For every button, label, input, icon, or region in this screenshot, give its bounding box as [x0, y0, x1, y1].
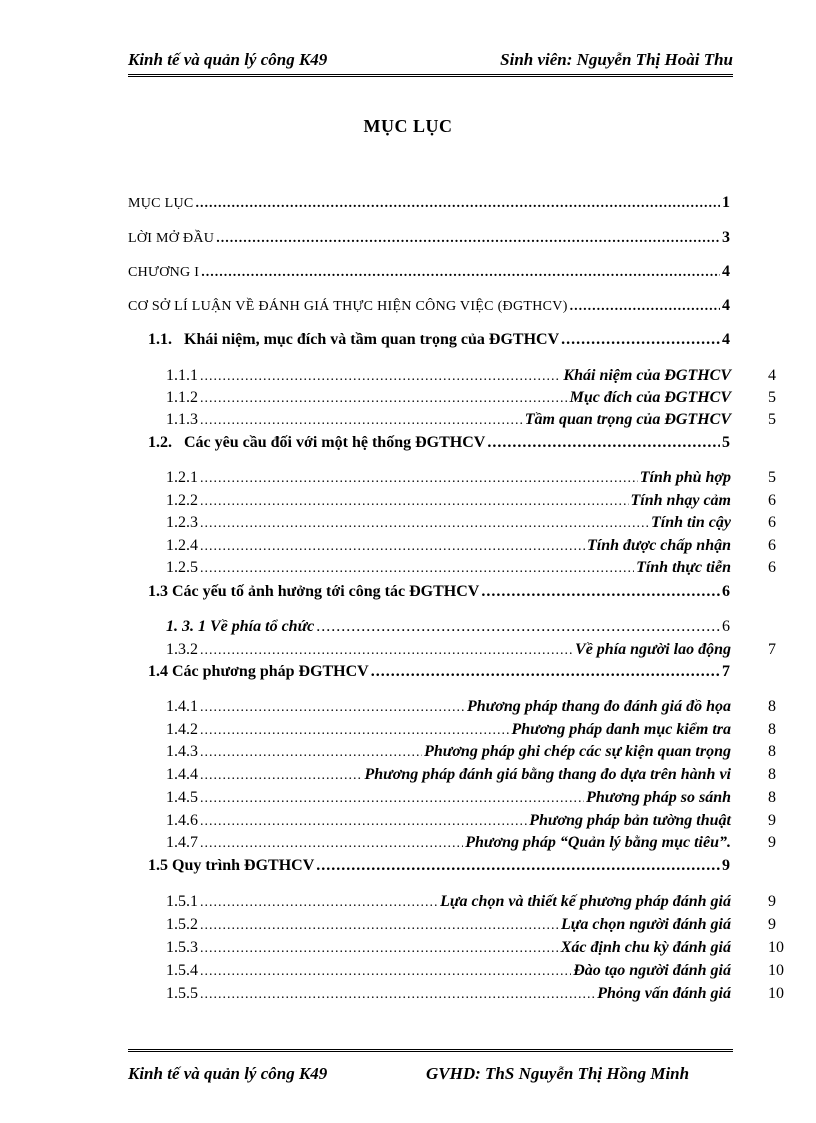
toc-subsection — [166, 367, 776, 385]
toc-subsection-page: 4 — [768, 367, 776, 384]
toc-section — [148, 663, 730, 681]
toc-subsection-page: 6 — [768, 559, 776, 576]
toc-subsection — [166, 962, 784, 980]
toc-subsection-page: 10 — [768, 939, 784, 956]
dot-leader — [200, 745, 422, 761]
toc-subsection-number: 1.4.5 — [166, 789, 198, 806]
dot-leader — [200, 369, 561, 385]
toc-section-number: 1.1. — [148, 331, 172, 348]
dot-leader — [316, 857, 720, 875]
toc-subsection-number: 1.5.3 — [166, 939, 198, 956]
dot-leader — [201, 265, 720, 281]
toc-subsection-number: 1.5.2 — [166, 916, 198, 933]
toc-subsection — [166, 698, 776, 716]
toc-subsection-text: Tính nhạy cảm — [630, 492, 731, 509]
toc-subsection-page: 8 — [768, 698, 776, 715]
toc-subsection — [166, 721, 776, 739]
toc-section-number: 1.2. — [148, 434, 172, 451]
toc-subsection-number: 1.4.1 — [166, 698, 198, 715]
toc-section-page: 9 — [722, 857, 730, 874]
dot-leader — [200, 723, 509, 739]
toc-subsection-number: 1.2.2 — [166, 492, 198, 509]
toc-subsection-page: 8 — [768, 766, 776, 783]
dot-leader — [200, 413, 523, 429]
toc-entry-text: MỤC LỤC — [128, 196, 194, 211]
dot-leader — [200, 836, 463, 852]
toc-subsection-page: 9 — [768, 834, 776, 851]
toc-subsection-page: 6 — [722, 618, 730, 635]
toc-entry — [128, 263, 730, 281]
toc-section-page: 5 — [722, 434, 730, 451]
toc-section — [148, 857, 730, 875]
toc-subsection-number: 1.1.1 — [166, 367, 198, 384]
dot-leader — [561, 331, 720, 349]
dot-leader — [200, 791, 584, 807]
toc-subsection-text: Về phía người lao động — [575, 641, 731, 658]
toc-subsection-number: 1.2.1 — [166, 469, 198, 486]
toc-subsection-text: Khái niệm của ĐGTHCV — [563, 367, 731, 384]
toc-entry-page: 1 — [722, 194, 730, 211]
toc-subsection-text: Phương pháp danh mục kiểm tra — [511, 721, 731, 738]
toc-subsection — [166, 812, 776, 830]
toc-entry — [128, 194, 730, 212]
toc-subsection — [166, 743, 776, 761]
toc-section-number: 1.5 — [148, 857, 168, 874]
toc-subsection — [166, 939, 784, 957]
toc-entry-text: CHƯƠNG I — [128, 265, 200, 280]
dot-leader — [200, 964, 571, 980]
toc-subsection-page: 10 — [768, 985, 784, 1002]
toc-subsection-number: 1.4.4 — [166, 766, 198, 783]
toc-subsection-page: 6 — [768, 492, 776, 509]
toc-subsection-text: Lựa chọn và thiết kế phương pháp đánh giá — [440, 893, 731, 910]
toc-section-text: Quy trình ĐGTHCV — [172, 857, 315, 874]
toc-subsection-text: Tính thực tiễn — [636, 559, 731, 576]
toc-subsection-text: Phương pháp so sánh — [586, 789, 731, 806]
toc-subsection-number: 1.5.5 — [166, 985, 198, 1002]
toc-subsection — [166, 618, 730, 636]
dot-leader — [200, 918, 559, 934]
toc-subsection-text: Phương pháp đánh giá bằng thang đo dựa trên hành vi — [364, 766, 731, 783]
toc-subsection-text: Xác định chu kỳ đánh giá — [560, 939, 731, 956]
toc-section — [148, 331, 730, 349]
toc-subsection-page: 9 — [768, 812, 776, 829]
toc-subsection-page: 6 — [768, 537, 776, 554]
toc-subsection-page: 7 — [768, 641, 776, 658]
dot-leader — [200, 700, 465, 716]
toc-subsection-number: 1.4.3 — [166, 743, 198, 760]
dot-leader — [200, 814, 527, 830]
toc-subsection-text: Đào tạo người đánh giá — [573, 962, 731, 979]
toc-subsection — [166, 641, 776, 659]
toc-subsection-text: 1. 3. 1 Về phía tổ chức — [166, 618, 315, 635]
toc-section-text: Các phương pháp ĐGTHCV — [172, 663, 369, 680]
toc-subsection-page: 6 — [768, 514, 776, 531]
toc-subsection-page: 9 — [768, 893, 776, 910]
toc-subsection-number: 1.5.4 — [166, 962, 198, 979]
toc-subsection-page: 5 — [768, 469, 776, 486]
toc-entry — [128, 229, 730, 247]
dot-leader — [200, 643, 573, 659]
toc-entry-page: 4 — [722, 297, 730, 314]
dot-leader — [200, 895, 438, 911]
footer-left: Kinh tế và quản lý công K49 — [128, 1064, 328, 1083]
dot-leader — [570, 299, 720, 315]
toc-subsection-number: 1.4.2 — [166, 721, 198, 738]
toc-section-text: Các yếu tố ảnh hưởng tới công tác ĐGTHCV — [172, 583, 480, 600]
toc-section-page: 4 — [722, 331, 730, 348]
toc-subsection — [166, 492, 776, 510]
toc-subsection-text: Phương pháp ghi chép các sự kiện quan trọng — [424, 743, 731, 760]
toc-section — [148, 583, 730, 601]
toc-subsection-number: 1.3.2 — [166, 641, 198, 658]
toc-subsection — [166, 916, 776, 934]
toc-section-text: Các yêu cầu đối với một hệ thống ĐGTHCV — [184, 434, 486, 451]
toc-subsection-page: 5 — [768, 411, 776, 428]
toc-subsection — [166, 766, 776, 784]
toc-subsection-page: 5 — [768, 389, 776, 406]
toc-section-text: Khái niệm, mục đích và tầm quan trọng của ĐGTHCV — [184, 331, 560, 348]
header-left: Kinh tế và quản lý công K49 — [128, 50, 328, 69]
toc-section-number: 1.3 — [148, 583, 168, 600]
toc-subsection — [166, 893, 776, 911]
toc-entry-text: LỜI MỞ ĐẦU — [128, 231, 215, 246]
toc-subsection-text: Tầm quan trọng của ĐGTHCV — [524, 411, 731, 428]
toc-subsection-page: 8 — [768, 789, 776, 806]
toc-subsection-number: 1.4.7 — [166, 834, 198, 851]
toc-section-page: 6 — [722, 583, 730, 600]
dot-leader — [200, 471, 638, 487]
dot-leader — [200, 516, 649, 532]
dot-leader — [371, 663, 720, 681]
dot-leader — [200, 494, 629, 510]
dot-leader — [481, 583, 720, 601]
toc-subsection-number: 1.1.3 — [166, 411, 198, 428]
toc-subsection-text: Lựa chọn người đánh giá — [560, 916, 731, 933]
dot-leader — [200, 539, 585, 555]
toc-subsection — [166, 537, 776, 555]
toc-subsection-number: 1.5.1 — [166, 893, 198, 910]
toc-entry-page: 3 — [722, 229, 730, 246]
toc-section-page: 7 — [722, 663, 730, 680]
toc-subsection-page: 8 — [768, 721, 776, 738]
toc-subsection — [166, 834, 776, 852]
toc-subsection-text: Phương pháp bản tường thuật — [529, 812, 731, 829]
dot-leader — [216, 231, 720, 247]
toc-subsection-text: Phương pháp “Quản lý bằng mục tiêu”. — [465, 834, 731, 851]
toc-subsection-text: Tính được chấp nhận — [587, 537, 731, 554]
dot-leader — [196, 196, 721, 212]
toc-subsection-text: Mục đích của ĐGTHCV — [569, 389, 731, 406]
toc-subsection-number: 1.4.6 — [166, 812, 198, 829]
toc-subsection — [166, 514, 776, 532]
dot-leader — [200, 768, 362, 784]
toc-subsection — [166, 985, 784, 1003]
toc-subsection — [166, 411, 776, 429]
toc-subsection-number: 1.2.3 — [166, 514, 198, 531]
toc-subsection-text: Tính tin cậy — [650, 514, 731, 531]
dot-leader — [316, 618, 720, 636]
toc-subsection-number: 1.1.2 — [166, 389, 198, 406]
toc-entry-text: CƠ SỞ LÍ LUẬN VỀ ĐÁNH GIÁ THỰC HIỆN CÔNG VIỆC (ĐGTHCV) — [128, 299, 568, 314]
page-header — [128, 48, 733, 77]
toc-subsection-text: Phương pháp thang đo đánh giá đồ họa — [466, 698, 731, 715]
toc-section-number: 1.4 — [148, 663, 168, 680]
toc-subsection-page: 8 — [768, 743, 776, 760]
dot-leader — [200, 987, 595, 1003]
toc-subsection-page: 10 — [768, 962, 784, 979]
toc-subsection-text: Phỏng vấn đánh giá — [597, 985, 731, 1002]
dot-leader — [200, 561, 634, 577]
page-footer — [128, 1049, 733, 1082]
toc-subsection-number: 1.2.5 — [166, 559, 198, 576]
toc-section — [148, 434, 730, 452]
toc-subsection-number: 1.2.4 — [166, 537, 198, 554]
dot-leader — [487, 434, 720, 452]
header-right: Sinh viên: Nguyễn Thị Hoài Thu — [500, 50, 733, 69]
footer-right: GVHD: ThS Nguyễn Thị Hồng Minh — [426, 1064, 690, 1083]
page-title: MỤC LỤC — [363, 116, 453, 136]
dot-leader — [200, 941, 559, 957]
dot-leader — [200, 391, 568, 407]
toc-subsection — [166, 469, 776, 487]
toc-subsection-page: 9 — [768, 916, 776, 933]
toc-entry-page: 4 — [722, 263, 730, 280]
toc-subsection — [166, 789, 776, 807]
toc-subsection — [166, 389, 776, 407]
toc-entry — [128, 297, 730, 315]
toc-subsection — [166, 559, 776, 577]
toc-subsection-text: Tính phù hợp — [639, 469, 731, 486]
